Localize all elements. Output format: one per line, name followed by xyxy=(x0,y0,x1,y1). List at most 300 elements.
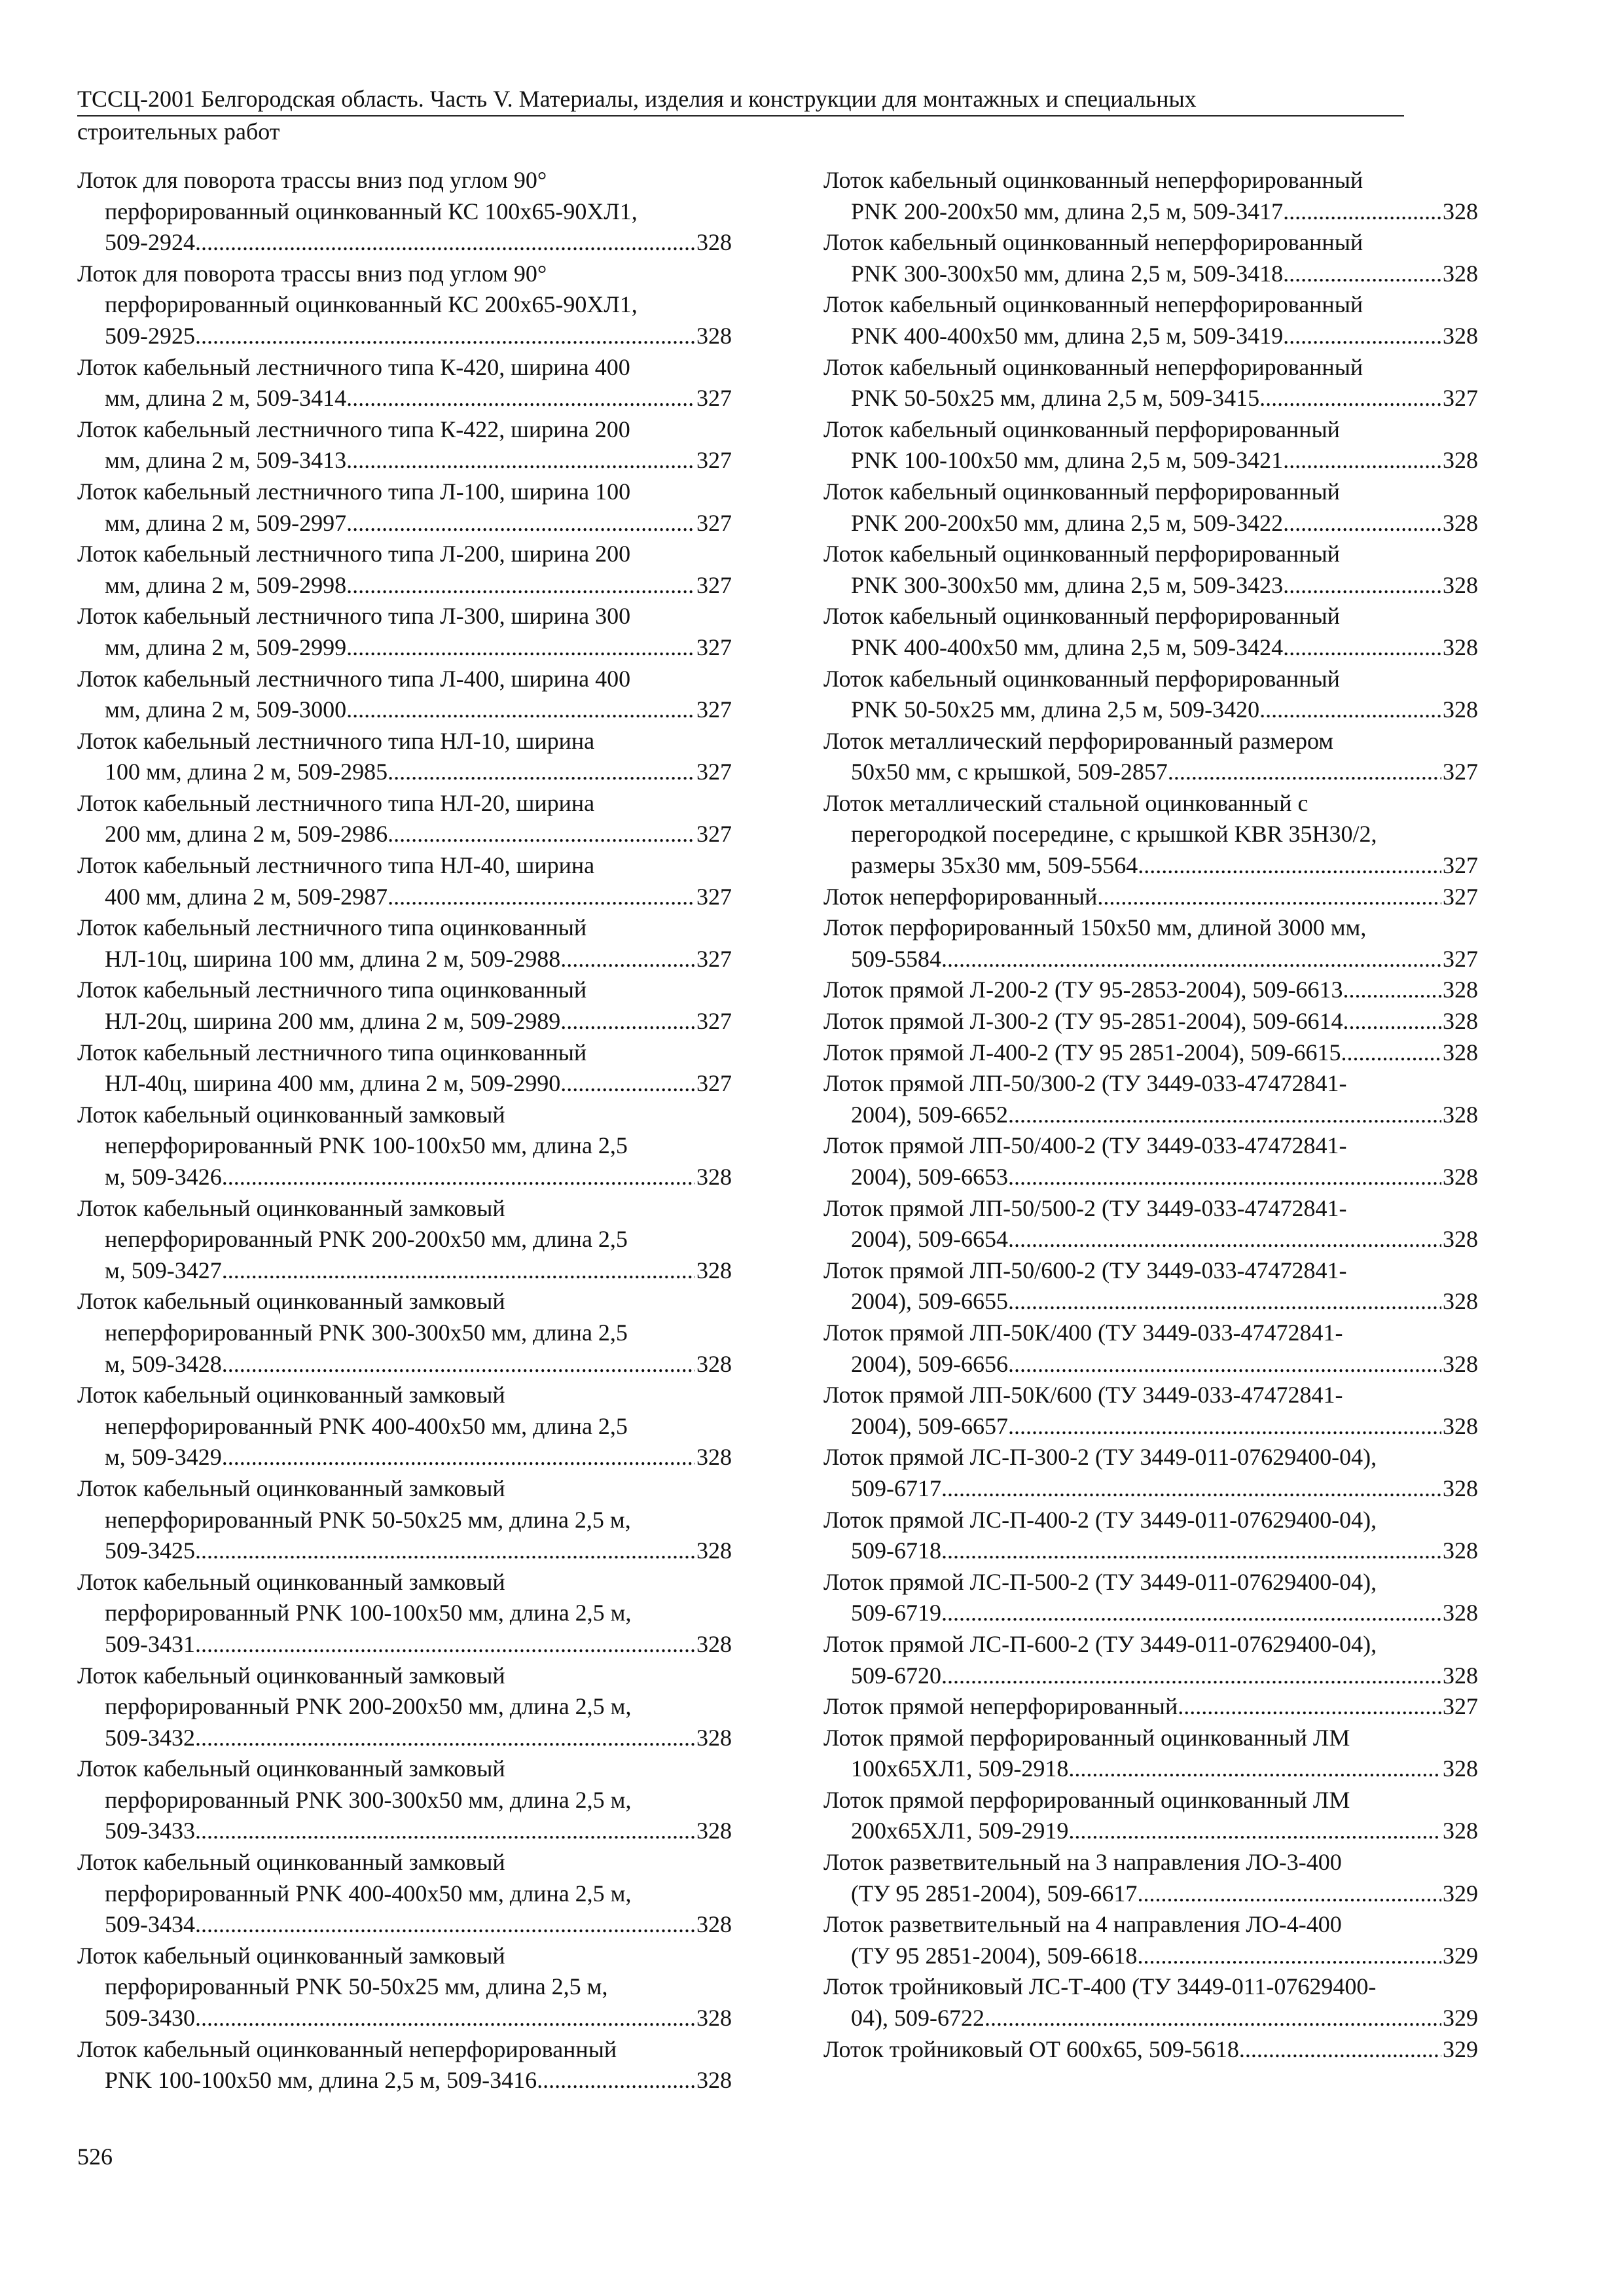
index-entry xyxy=(823,414,1478,476)
entry-final-line xyxy=(823,944,1478,975)
entry-text-line: Лоток кабельный лестничного типа оцинкованный xyxy=(77,977,587,1003)
dot-leader xyxy=(222,1442,695,1473)
entry-text-line: 509-6718 xyxy=(851,1537,941,1564)
index-entry xyxy=(77,1193,732,1287)
entry-text-line: Лоток кабельный оцинкованный замковый xyxy=(77,1475,505,1501)
entry-text-line: 200 мм, длина 2 м, 509-2986 xyxy=(105,821,388,848)
entry-final-line xyxy=(77,819,732,850)
entry-text-line: Лоток кабельный оцинкованный замковый xyxy=(77,1755,505,1782)
index-entry xyxy=(77,1473,732,1567)
entry-text-line: PNK 200-200х50 мм, длина 2,5 м, 509-3417 xyxy=(851,198,1284,224)
dot-leader xyxy=(195,1535,695,1567)
index-entry xyxy=(823,1318,1478,1380)
entry-final-line xyxy=(77,2003,732,2034)
entry-text-line: Лоток кабельный лестничного типа НЛ-40, ширина xyxy=(77,852,595,879)
entry-text-line: Лоток кабельный оцинкованный замковый xyxy=(77,1288,505,1315)
entry-text-line: НЛ-20ц, ширина 200 мм, длина 2 м, 509-2989 xyxy=(105,1008,561,1035)
entry-text-line: PNK 50-50х25 мм, длина 2,5 м, 509-3415 xyxy=(851,385,1260,412)
entry-text-line: Лоток прямой ЛП-50/400-2 (ТУ 3449-033-47472841- xyxy=(823,1132,1347,1159)
entry-text-line: Лоток прямой ЛП-50К/600 (ТУ 3449-033-47472841- xyxy=(823,1382,1343,1408)
dot-leader xyxy=(346,570,695,601)
page-reference: 328 xyxy=(696,1350,732,1377)
entry-final-line xyxy=(823,1691,1478,1723)
page-reference: 328 xyxy=(1443,1662,1478,1689)
index-entry xyxy=(823,975,1478,1006)
entry-text-line: Лоток кабельный лестничного типа Л-200, ширина 200 xyxy=(77,541,631,567)
entry-text-line: 509-2924 xyxy=(105,229,195,256)
index-entry xyxy=(823,1691,1478,1723)
entry-text-line: перфорированный PNK 300-300х50 мм, длина 2,5 м, xyxy=(105,1786,632,1813)
index-entry xyxy=(77,726,732,788)
page-reference: 328 xyxy=(696,1911,732,1938)
entry-text-line: 400 мм, длина 2 м, 509-2987 xyxy=(105,883,388,910)
entry-text-line: 509-5584 xyxy=(851,945,941,972)
entry-text-line: Лоток прямой ЛП-50/600-2 (ТУ 3449-033-47472841- xyxy=(823,1257,1347,1283)
dot-leader xyxy=(1008,1162,1441,1193)
index-entry xyxy=(77,1100,732,1193)
entry-final-line xyxy=(823,1006,1478,1037)
entry-text-line: Лоток кабельный оцинкованный замковый xyxy=(77,1101,505,1128)
index-entry xyxy=(823,1629,1478,1691)
page-reference: 327 xyxy=(696,945,732,972)
entry-final-line xyxy=(823,757,1478,788)
entry-text-line: Лоток кабельный оцинкованный замковый xyxy=(77,1662,505,1689)
dot-leader xyxy=(388,819,695,850)
entry-final-line xyxy=(77,1816,732,1847)
header-title-line-2: строительных работ xyxy=(77,118,280,145)
dot-leader xyxy=(1168,757,1441,788)
entry-text-line: Лоток тройниковый ОТ 600х65, 509-5618 xyxy=(823,2036,1239,2062)
entry-text-line: Лоток перфорированный 150х50 мм, длиной 3000 мм, xyxy=(823,914,1367,941)
entry-text-line: Лоток кабельный оцинкованный неперфорированный xyxy=(823,167,1363,193)
entry-final-line xyxy=(77,508,732,539)
dot-leader xyxy=(560,1006,695,1037)
entry-final-line xyxy=(823,975,1478,1006)
page-reference: 328 xyxy=(1443,1288,1478,1315)
index-entry xyxy=(823,1847,1478,1909)
page-reference: 328 xyxy=(1443,1350,1478,1377)
header-title-line-1: ТССЦ-2001 Белгородская область. Часть V. Материалы, изделия и конструкции для монтажных и специальных xyxy=(77,86,1197,112)
dot-leader xyxy=(195,1909,695,1941)
dot-leader xyxy=(222,1162,695,1193)
entry-text-line: 509-3433 xyxy=(105,1818,195,1844)
entry-text-line: 509-6717 xyxy=(851,1475,941,1501)
entry-final-line xyxy=(77,1909,732,1941)
dot-leader xyxy=(1068,1816,1441,1847)
dot-leader xyxy=(195,1816,695,1847)
entry-final-line xyxy=(77,1723,732,1754)
entry-final-line xyxy=(823,1816,1478,1847)
page-reference: 328 xyxy=(696,2067,732,2094)
entry-text-line: PNK 400-400х50 мм, длина 2,5 м, 509-3419 xyxy=(851,322,1284,349)
page-reference: 328 xyxy=(696,1257,732,1283)
index-entry xyxy=(77,1847,732,1941)
dot-leader xyxy=(195,227,695,259)
entry-text-line: 2004), 509-6652 xyxy=(851,1101,1008,1128)
entry-text-line: неперфорированный PNK 100-100х50 мм, длина 2,5 xyxy=(105,1132,628,1159)
page-reference: 329 xyxy=(1443,1880,1478,1907)
entry-text-line: Лоток прямой ЛС-П-300-2 (ТУ 3449-011-07629400-04), xyxy=(823,1444,1377,1471)
dot-leader xyxy=(1283,259,1441,290)
page-reference: 329 xyxy=(1443,1942,1478,1969)
page-reference: 328 xyxy=(1443,260,1478,287)
entry-text-line: Лоток прямой ЛС-П-600-2 (ТУ 3449-011-07629400-04), xyxy=(823,1630,1377,1657)
entry-final-line xyxy=(823,1286,1478,1318)
index-entry xyxy=(823,1442,1478,1504)
dot-leader xyxy=(346,445,695,476)
page-reference: 328 xyxy=(1443,977,1478,1003)
dot-leader xyxy=(537,2065,695,2096)
dot-leader xyxy=(346,632,695,664)
index-entry xyxy=(77,1941,732,2034)
index-entry xyxy=(77,1286,732,1380)
dot-leader xyxy=(1259,383,1441,414)
entry-text-line: 509-3425 xyxy=(105,1537,195,1564)
index-entry xyxy=(823,1971,1478,2034)
entry-text-line: перегородкой посередине, с крышкой KBR 35H30/2, xyxy=(851,821,1377,848)
entry-final-line xyxy=(823,1100,1478,1131)
page-reference: 328 xyxy=(1443,634,1478,660)
index-entry xyxy=(823,1037,1478,1069)
index-entry xyxy=(823,1909,1478,1971)
entry-text-line: 100х65ХЛ1, 509-2918 xyxy=(851,1755,1069,1782)
page-reference: 327 xyxy=(696,759,732,785)
entry-text-line: 2004), 509-6656 xyxy=(851,1350,1008,1377)
entry-final-line xyxy=(823,632,1478,664)
dot-leader xyxy=(346,508,695,539)
dot-leader xyxy=(941,1598,1441,1629)
entry-final-line xyxy=(77,1068,732,1100)
entry-text-line: Лоток кабельный оцинкованный неперфорированный xyxy=(823,229,1363,256)
page-reference: 328 xyxy=(1443,1818,1478,1844)
page-reference: 328 xyxy=(696,1818,732,1844)
index-entry xyxy=(77,1567,732,1660)
page-reference: 328 xyxy=(1443,1226,1478,1253)
entry-text-line: мм, длина 2 м, 509-2998 xyxy=(105,571,347,598)
dot-leader xyxy=(1008,1100,1441,1131)
page-reference: 327 xyxy=(696,509,732,536)
entry-text-line: Лоток прямой Л-200-2 (ТУ 95-2853-2004), 509-6613 xyxy=(823,977,1343,1003)
entry-text-line: Лоток разветвительный на 4 направления ЛО-4-400 xyxy=(823,1911,1342,1938)
index-entry xyxy=(77,912,732,975)
index-entry xyxy=(823,352,1478,414)
page-reference: 327 xyxy=(696,1008,732,1035)
entry-final-line xyxy=(77,944,732,975)
entry-final-line xyxy=(823,1660,1478,1692)
page-reference: 328 xyxy=(1443,322,1478,349)
entry-text-line: Лоток кабельный оцинкованный перфорированный xyxy=(823,478,1340,505)
entry-final-line xyxy=(823,508,1478,539)
entry-final-line xyxy=(823,570,1478,601)
dot-leader xyxy=(1283,445,1441,476)
header-divider xyxy=(77,115,1404,117)
entry-final-line xyxy=(77,227,732,259)
page-reference: 329 xyxy=(1443,2005,1478,2032)
entry-final-line xyxy=(77,570,732,601)
entry-final-line xyxy=(823,1535,1478,1567)
entry-text-line: перфорированный оцинкованный КС 100х65-90ХЛ1, xyxy=(105,198,638,224)
dot-leader xyxy=(1068,1753,1441,1785)
index-entry xyxy=(823,788,1478,882)
entry-text-line: Лоток неперфорированный xyxy=(823,883,1098,910)
entry-text-line: м, 509-3429 xyxy=(105,1444,222,1471)
entry-final-line xyxy=(823,1941,1478,1972)
entry-text-line: 2004), 509-6655 xyxy=(851,1288,1008,1315)
dot-leader xyxy=(195,1629,695,1660)
dot-leader xyxy=(941,944,1441,975)
page-reference: 328 xyxy=(1443,1164,1478,1190)
entry-text-line: мм, длина 2 м, 509-3413 xyxy=(105,447,347,474)
dot-leader xyxy=(1178,1691,1441,1723)
entry-text-line: Лоток кабельный лестничного типа Л-400, ширина 400 xyxy=(77,665,631,692)
index-entry xyxy=(823,1785,1478,1847)
entry-text-line: 509-3430 xyxy=(105,2005,195,2032)
index-entry xyxy=(823,1255,1478,1318)
entry-text-line: НЛ-10ц, ширина 100 мм, длина 2 м, 509-2988 xyxy=(105,945,561,972)
entry-text-line: Лоток кабельный оцинкованный замковый xyxy=(77,1849,505,1876)
entry-text-line: Лоток кабельный лестничного типа Л-100, ширина 100 xyxy=(77,478,631,505)
entry-text-line: мм, длина 2 м, 509-3414 xyxy=(105,385,347,412)
dot-leader xyxy=(1137,1941,1441,1972)
dot-leader xyxy=(195,321,695,352)
dot-leader xyxy=(388,882,695,913)
page-reference: 328 xyxy=(1443,1412,1478,1439)
page-reference: 328 xyxy=(696,1724,732,1751)
dot-leader xyxy=(941,1535,1441,1567)
page-reference: 328 xyxy=(1443,1008,1478,1035)
entry-text-line: Лоток кабельный лестничного типа НЛ-20, ширина xyxy=(77,789,595,816)
entry-final-line xyxy=(823,850,1478,882)
index-entry xyxy=(823,664,1478,726)
dot-leader xyxy=(1283,321,1441,352)
entry-text-line: м, 509-3427 xyxy=(105,1257,222,1283)
entry-text-line: Лоток прямой Л-400-2 (ТУ 95 2851-2004), 509-6615 xyxy=(823,1039,1341,1066)
entry-final-line xyxy=(77,1442,732,1473)
index-entry xyxy=(823,1505,1478,1567)
index-entry xyxy=(823,601,1478,663)
entry-text-line: мм, длина 2 м, 509-2997 xyxy=(105,509,347,536)
entry-text-line: PNK 300-300х50 мм, длина 2,5 м, 509-3423 xyxy=(851,571,1284,598)
entry-final-line xyxy=(823,1224,1478,1255)
entry-final-line xyxy=(77,1255,732,1287)
entry-text-line: 2004), 509-6654 xyxy=(851,1226,1008,1253)
entry-text-line: 509-3431 xyxy=(105,1630,195,1657)
entry-text-line: 200х65ХЛ1, 509-2919 xyxy=(851,1818,1069,1844)
entry-text-line: Лоток кабельный лестничного типа НЛ-10, ширина xyxy=(77,727,595,754)
entry-text-line: Лоток кабельный оцинкованный замковый xyxy=(77,1942,505,1969)
dot-leader xyxy=(1283,570,1441,601)
entry-text-line: Лоток для поворота трассы вниз под углом 90° xyxy=(77,167,547,193)
entry-final-line xyxy=(77,383,732,414)
entry-text-line: Лоток кабельный оцинкованный перфорированный xyxy=(823,665,1340,692)
entry-text-line: Лоток прямой перфорированный оцинкованный ЛМ xyxy=(823,1724,1350,1751)
entry-text-line: Лоток кабельный оцинкованный замковый xyxy=(77,1382,505,1408)
page-reference: 327 xyxy=(696,1070,732,1097)
entry-final-line xyxy=(77,321,732,352)
page-reference: 327 xyxy=(696,696,732,723)
entry-text-line: Лоток кабельный оцинкованный перфорированный xyxy=(823,603,1340,630)
page-reference: 328 xyxy=(1443,1600,1478,1626)
page-reference: 327 xyxy=(696,821,732,848)
entry-final-line xyxy=(823,1598,1478,1629)
entry-text-line: Лоток кабельный оцинкованный неперфорированный xyxy=(823,353,1363,380)
entry-final-line xyxy=(823,1753,1478,1785)
entry-text-line: Лоток для поворота трассы вниз под углом 90° xyxy=(77,260,547,287)
entry-final-line xyxy=(823,1349,1478,1380)
entry-final-line xyxy=(823,1037,1478,1069)
dot-leader xyxy=(195,2003,695,2034)
index-entry xyxy=(823,882,1478,913)
entry-final-line xyxy=(77,1006,732,1037)
index-entry xyxy=(823,912,1478,975)
entry-text-line: перфорированный оцинкованный КС 200х65-90ХЛ1, xyxy=(105,291,638,318)
page-reference: 327 xyxy=(696,385,732,412)
page-reference: 327 xyxy=(1443,1693,1478,1720)
index-entry xyxy=(823,1193,1478,1255)
dot-leader xyxy=(941,1473,1441,1505)
index-entry xyxy=(823,1380,1478,1442)
index-entry xyxy=(77,1660,732,1754)
entry-text-line: PNK 400-400х50 мм, длина 2,5 м, 509-3424 xyxy=(851,634,1284,660)
entry-text-line: НЛ-40ц, ширина 400 мм, длина 2 м, 509-2990 xyxy=(105,1070,561,1097)
index-entry xyxy=(823,1068,1478,1130)
dot-leader xyxy=(222,1255,695,1287)
entry-final-line xyxy=(823,1162,1478,1193)
page-reference: 327 xyxy=(1443,852,1478,879)
dot-leader xyxy=(1008,1286,1441,1318)
page-reference: 328 xyxy=(696,1537,732,1564)
entry-final-line xyxy=(823,882,1478,913)
entry-text-line: неперфорированный PNK 300-300х50 мм, длина 2,5 xyxy=(105,1319,628,1346)
index-entry xyxy=(823,1567,1478,1629)
entry-text-line: Лоток кабельный оцинкованный замковый xyxy=(77,1194,505,1221)
entry-final-line xyxy=(823,321,1478,352)
index-column-right xyxy=(823,165,1478,2065)
index-entry xyxy=(823,539,1478,601)
page-reference: 328 xyxy=(696,229,732,256)
entry-text-line: Лоток разветвительный на 3 направления ЛО-3-400 xyxy=(823,1849,1342,1876)
index-entry xyxy=(77,1037,732,1100)
entry-final-line xyxy=(77,1162,732,1193)
page-reference: 328 xyxy=(696,1164,732,1190)
dot-leader xyxy=(1283,632,1441,664)
entry-text-line: 509-6719 xyxy=(851,1600,941,1626)
index-entry xyxy=(77,850,732,912)
index-entry xyxy=(823,165,1478,227)
page-reference: 327 xyxy=(696,447,732,474)
entry-text-line: PNK 100-100х50 мм, длина 2,5 м, 509-3416 xyxy=(105,2067,537,2094)
page-reference: 328 xyxy=(696,1444,732,1471)
entry-final-line xyxy=(823,694,1478,726)
entry-text-line: 2004), 509-6657 xyxy=(851,1412,1008,1439)
entry-text-line: 100 мм, длина 2 м, 509-2985 xyxy=(105,759,388,785)
page-header xyxy=(77,82,1404,148)
entry-final-line xyxy=(823,196,1478,228)
dot-leader xyxy=(346,383,695,414)
entry-text-line: Лоток кабельный оцинкованный замковый xyxy=(77,1568,505,1595)
page-reference: 327 xyxy=(1443,883,1478,910)
dot-leader xyxy=(1137,1878,1441,1910)
entry-text-line: перфорированный PNK 400-400х50 мм, длина 2,5 м, xyxy=(105,1880,632,1907)
entry-text-line: Лоток кабельный лестничного типа Л-300, ширина 300 xyxy=(77,603,631,630)
page-reference: 328 xyxy=(1443,1755,1478,1782)
page-reference: 328 xyxy=(1443,1101,1478,1128)
dot-leader xyxy=(941,1660,1441,1692)
index-entry xyxy=(77,1753,732,1847)
entry-text-line: м, 509-3426 xyxy=(105,1164,222,1190)
entry-text-line: Лоток кабельный оцинкованный неперфорированный xyxy=(823,291,1363,318)
entry-text-line: Лоток прямой ЛС-П-500-2 (ТУ 3449-011-07629400-04), xyxy=(823,1568,1377,1595)
index-entry xyxy=(77,788,732,850)
entry-text-line: PNK 300-300х50 мм, длина 2,5 м, 509-3418 xyxy=(851,260,1284,287)
page-reference: 327 xyxy=(696,634,732,660)
index-entry xyxy=(823,1723,1478,1785)
entry-text-line: Лоток металлический стальной оцинкованный с xyxy=(823,789,1308,816)
entry-text-line: перфорированный PNK 100-100х50 мм, длина 2,5 м, xyxy=(105,1600,632,1626)
entry-text-line: перфорированный PNK 50-50х25 мм, длина 2,5 м, xyxy=(105,1973,608,2000)
page-reference: 328 xyxy=(1443,571,1478,598)
entry-text-line: (ТУ 95 2851-2004), 509-6617 xyxy=(851,1880,1138,1907)
index-entry xyxy=(823,726,1478,788)
page-reference: 328 xyxy=(1443,447,1478,474)
entry-text-line: PNK 50-50х25 мм, длина 2,5 м, 509-3420 xyxy=(851,696,1260,723)
entry-final-line xyxy=(823,2003,1478,2034)
page-reference: 328 xyxy=(1443,1475,1478,1501)
entry-text-line: мм, длина 2 м, 509-3000 xyxy=(105,696,347,723)
entry-text-line: PNK 100-100х50 мм, длина 2,5 м, 509-3421 xyxy=(851,447,1284,474)
index-entry xyxy=(77,352,732,414)
dot-leader xyxy=(1259,694,1441,726)
entry-text-line: Лоток кабельный лестничного типа К-420, ширина 400 xyxy=(77,353,630,380)
index-entry xyxy=(823,1130,1478,1193)
dot-leader xyxy=(346,694,695,726)
entry-text-line: 509-2925 xyxy=(105,322,195,349)
dot-leader xyxy=(560,944,695,975)
entry-text-line: Лоток кабельный лестничного типа оцинкованный xyxy=(77,914,587,941)
page-reference: 327 xyxy=(1443,945,1478,972)
entry-final-line xyxy=(77,694,732,726)
entry-text-line: 509-6720 xyxy=(851,1662,941,1689)
dot-leader xyxy=(1138,850,1441,882)
entry-final-line xyxy=(823,259,1478,290)
entry-text-line: 2004), 509-6653 xyxy=(851,1164,1008,1190)
entry-final-line xyxy=(823,1473,1478,1505)
entry-text-line: размеры 35х30 мм, 509-5564 xyxy=(851,852,1138,879)
dot-leader xyxy=(388,757,695,788)
index-entry xyxy=(77,975,732,1037)
page-reference: 328 xyxy=(1443,198,1478,224)
page-reference: 327 xyxy=(1443,759,1478,785)
dot-leader xyxy=(1008,1411,1441,1443)
entry-final-line xyxy=(823,1878,1478,1910)
dot-leader xyxy=(1343,975,1441,1006)
index-entry xyxy=(77,1380,732,1473)
entry-final-line xyxy=(77,882,732,913)
index-entry xyxy=(77,476,732,539)
entry-text-line: неперфорированный PNK 50-50х25 мм, длина 2,5 м, xyxy=(105,1506,631,1533)
dot-leader xyxy=(1343,1006,1441,1037)
entry-text-line: Лоток кабельный лестничного типа К-422, ширина 200 xyxy=(77,416,630,442)
entry-final-line xyxy=(823,2034,1478,2066)
index-entry xyxy=(823,2034,1478,2066)
entry-text-line: 509-3432 xyxy=(105,1724,195,1751)
entry-text-line: Лоток кабельный оцинкованный неперфорированный xyxy=(77,2036,617,2062)
entry-text-line: неперфорированный PNK 200-200х50 мм, длина 2,5 xyxy=(105,1226,628,1253)
page-number: 526 xyxy=(77,2144,113,2170)
index-entry xyxy=(77,165,732,259)
entry-text-line: Лоток кабельный лестничного типа оцинкованный xyxy=(77,1039,587,1066)
dot-leader xyxy=(1097,882,1441,913)
